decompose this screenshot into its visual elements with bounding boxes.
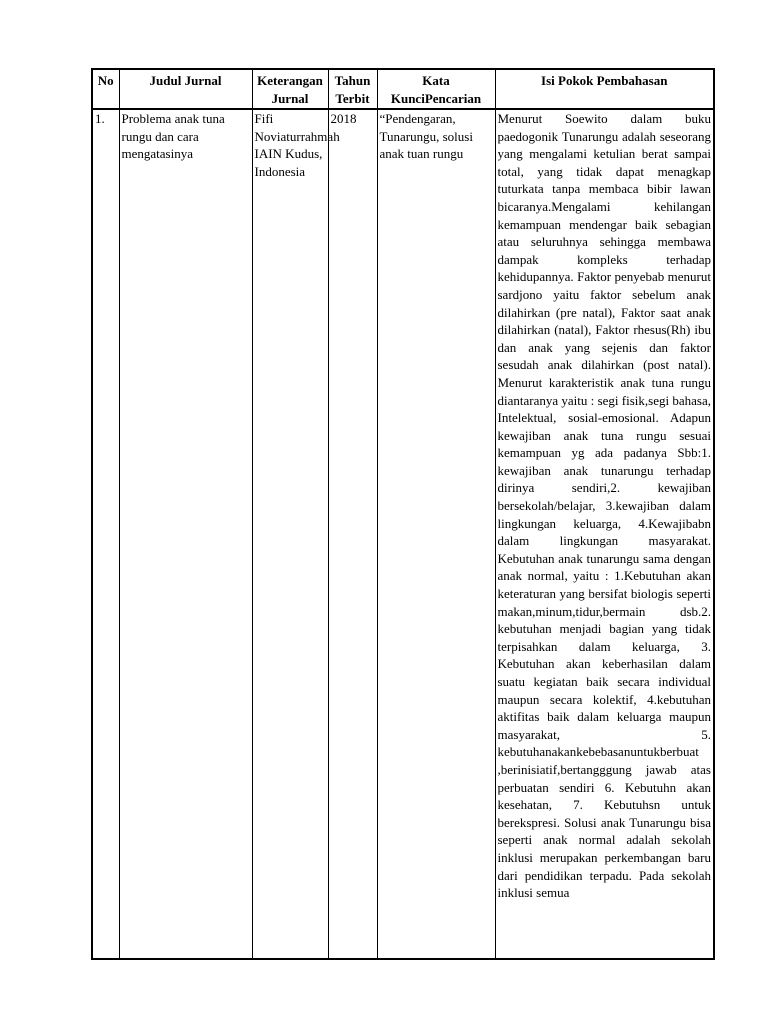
cell-isi-pokok <box>495 109 714 959</box>
cell-no: 1. <box>92 109 119 959</box>
cell-tahun-terbit: 2018 <box>328 109 377 959</box>
cell-keterangan-jurnal: Fifi Noviaturrahmah IAIN Kudus, Indonesia <box>252 109 328 959</box>
header-judul-jurnal: Judul Jurnal <box>119 69 252 109</box>
header-isi-pokok: Isi Pokok Pembahasan <box>495 69 714 109</box>
header-no: No <box>92 69 119 109</box>
cell-kata-kunci: “Pendengaran, Tunarungu, solusi anak tuan rungu <box>377 109 495 959</box>
table-header-row <box>92 69 714 109</box>
header-keterangan-jurnal: Keterangan Jurnal <box>252 69 328 109</box>
isi-pokok-text: Menurut Soewito dalam buku paedogonik Tunarungu adalah seseorang yang mengalami ketulian berat sampai total, yang tidak dapat menagkap tuturkata tanpa membaca bibir lawan bicaranya.Mengalami kehilangan kemampuan mendengar baik sebagian atau seluruhnya sehingga membawa dampak kompleks terhadap kehidupannya. Faktor penyebab menurut sardjono yaitu faktor sebelum anak dilahirkan (pre natal), Faktor saat anak dilahirkan (natal), Faktor rhesus(Rh) ibu dan anak yang sejenis dan faktor sesudah anak dilahirkan (post natal). Menurut karakteristik anak tuna rungu diantaranya yaitu : segi fisik,segi bahasa, Intelektual, sosial-emosional. Adapun kewajiban anak tuna rungu sesuai kemampuan yg ada padanya Sbb:1. kewajiban anak tunarungu terhadap dirinya sendiri,2. kewajiban bersekolah/belajar, 3.kewajiban dalam lingkungan keluarga, 4.Kewajibabn dalam lingkungan masyarakat. Kebutuhan anak tunarungu sama dengan anak normal, yaitu : 1.Kebutuhan akan keteraturan yang bersifat biologis seperti makan,minum,tidur,bermain dsb.2. kebutuhan menjadi bagian yang tidak terpisahkan dalam keluarga, 3. Kebutuhan akan keberhasilan dalam suatu kegiatan baik secara individual maupun secara kolektif, 4.kebutuhan aktifitas baik dalam keluarga maupun masyarakat, 5. kebutuhanakankebebasanuntukberbuat ,berinisiatif,bertangggung jawab atas perbuatan sendiri 6. Kebutuhn akan kesehatan, 7. Kebutuhsn untuk berekspresi. Solusi anak Tunarungu bisa seperti anak normal adalah sekolah inklusi merupakan perkembangan baru dari pendidikan terpadu. Pada sekolah inklusi semua <box>497 111 711 901</box>
journal-table <box>91 68 715 960</box>
header-tahun-terbit: Tahun Terbit <box>328 69 377 109</box>
header-kata-kunci: Kata KunciPencarian <box>377 69 495 109</box>
cell-judul-jurnal: Problema anak tuna rungu dan cara mengatasinya <box>119 109 252 959</box>
table-row <box>92 109 714 959</box>
